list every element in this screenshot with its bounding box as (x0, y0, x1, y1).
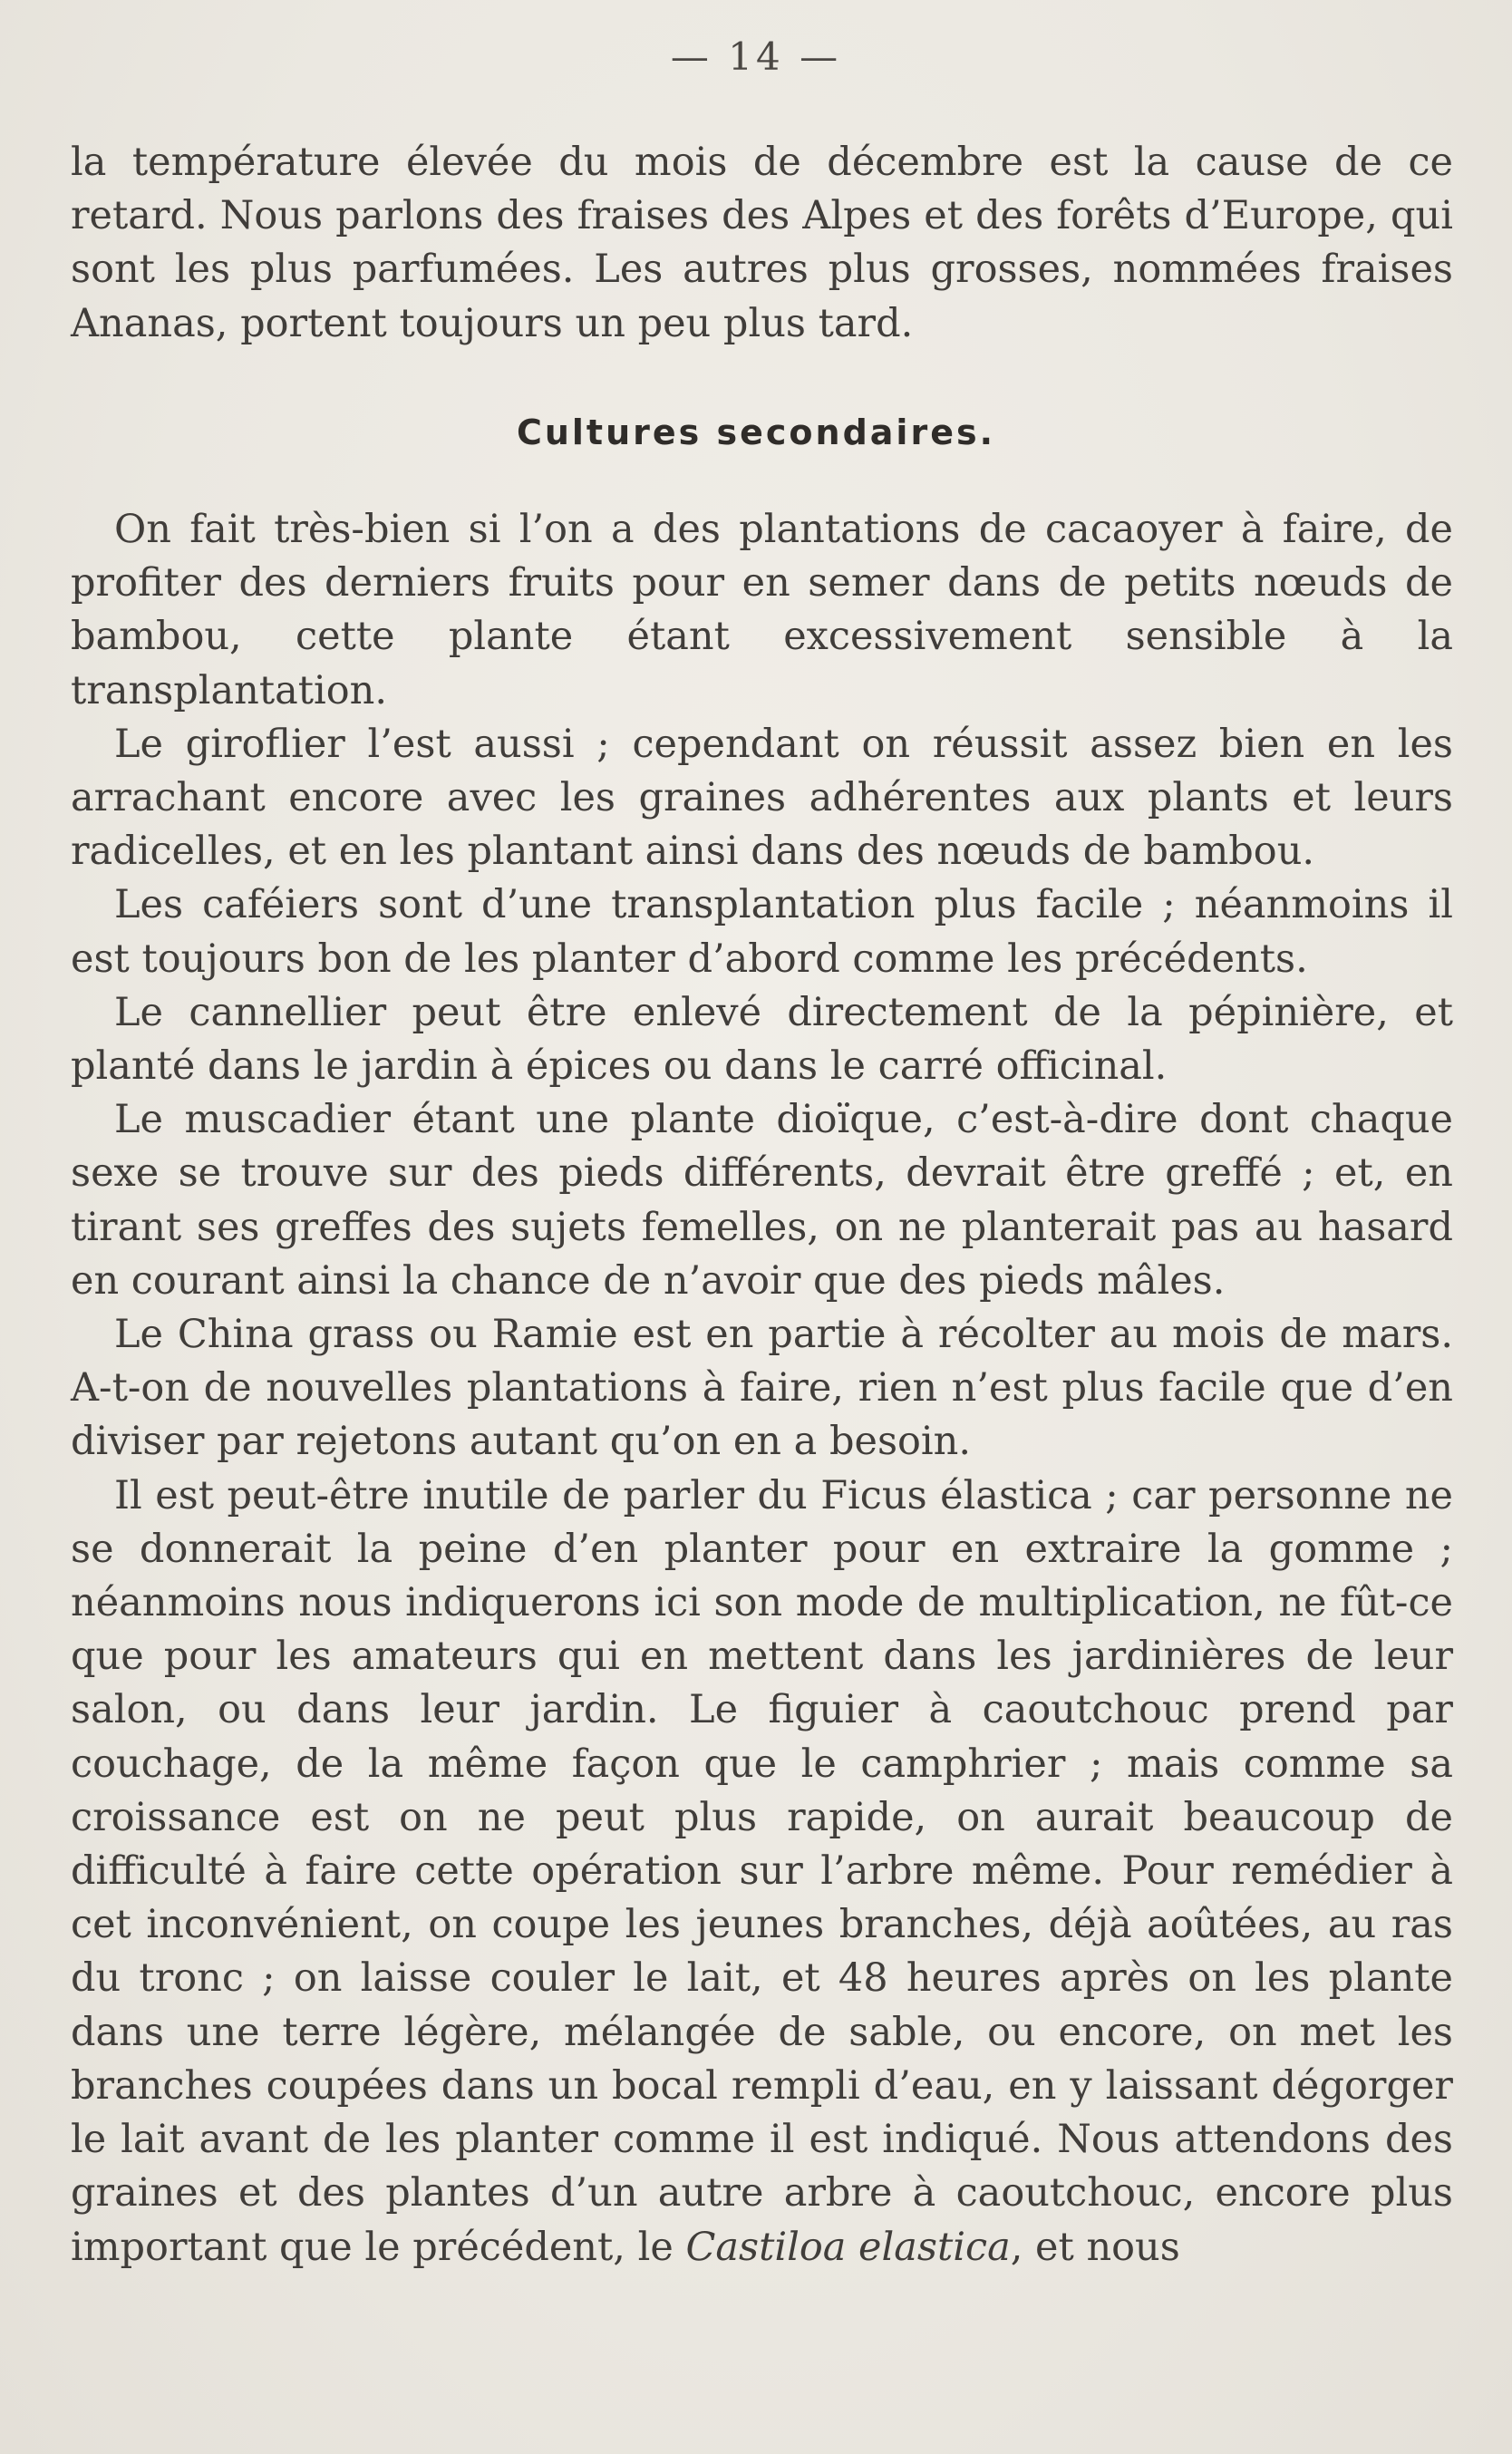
section-text-block (71, 503, 1453, 2275)
paragraph-cafeiers: Les caféiers sont d’une transplantation plus facile ; néanmoins il est toujours bon de les planter d’abord comme les précédents. (71, 882, 1453, 982)
ficus-text-end: , et nous (1010, 2224, 1180, 2270)
page-number: — 14 — (670, 34, 842, 79)
paragraph-cacaoyer: On fait très-bien si l’on a des plantations de cacaoyer à faire, de profiter des derniers fruits pour en semer dans de petits nœuds de bambou, cette plante étant excessivement sensible à la transplantation. (71, 507, 1453, 713)
section-heading: Cultures secondaires. (516, 412, 996, 452)
paragraph-giroflier: Le giroflier l’est aussi ; cependant on réussit assez bien en les arrachant encore avec les graines adhérentes aux plants et leurs radicelles, et en les plantant ainsi dans des nœuds de bambou. (71, 721, 1453, 875)
intro-paragraph: la température élevée du mois de décembre est la cause de ce retard. Nous parlons des fraises des Alpes et des forêts d’Europe, qui sont les plus parfumées. Les autres plus grosses, nommées fraises Ananas, portent toujours un peu plus tard. (71, 140, 1453, 346)
intro-text-block (71, 136, 1453, 351)
castiloa-name: Castiloa elastica (685, 2224, 1011, 2270)
paragraph-cannellier: Le cannellier peut être enlevé directement de la pépinière, et planté dans le jardin à épices ou dans le carré officinal. (71, 989, 1453, 1090)
paragraph-ramie: Le China grass ou Ramie est en partie à récolter au mois de mars. A-t-on de nouvelles plantations à faire, rien n’est plus facile que d’en diviser par rejetons autant qu’on en a besoin. (71, 1312, 1453, 1465)
ficus-text: Il est peut-être inutile de parler du Ficus élastica ; car personne ne se donnerait la peine d’en planter pour en extraire la gomme ; néanmoins nous indiquerons ici son mode de multiplication, ne fût-ce que pour les amateurs qui en mettent dans les jardinières de leur salon, ou dans leur jardin. Le figuier à caoutchouc prend par couchage, de la même façon que le camphrier ; mais comme sa croissance est on ne peut plus rapide, on aurait beaucoup de difficulté à faire cette opération sur l’arbre même. Pour remédier à cet inconvénient, on coupe les jeunes branches, déjà aoûtées, au ras du tronc ; on laisse couler le lait, et 48 heures après on les plante dans une terre légère, mélangée de sable, ou encore, on met les branches coupées dans un bocal rempli d’eau, en y laissant dégorger le lait avant de les planter comme il est indiqué. Nous attendons des graines et des plantes d’un autre arbre à caoutchouc, encore plus important que le précédent, le (71, 1472, 1453, 2270)
paragraph-ficus (71, 1469, 1453, 2275)
paragraph-muscadier: Le muscadier étant une plante dioïque, c’est-à-dire dont chaque sexe se trouve sur des pieds différents, devrait être greffé ; et, en tirant ses greffes des sujets femelles, on ne planterait pas au hasard en courant ainsi la chance de n’avoir que des pieds mâles. (71, 1097, 1453, 1304)
